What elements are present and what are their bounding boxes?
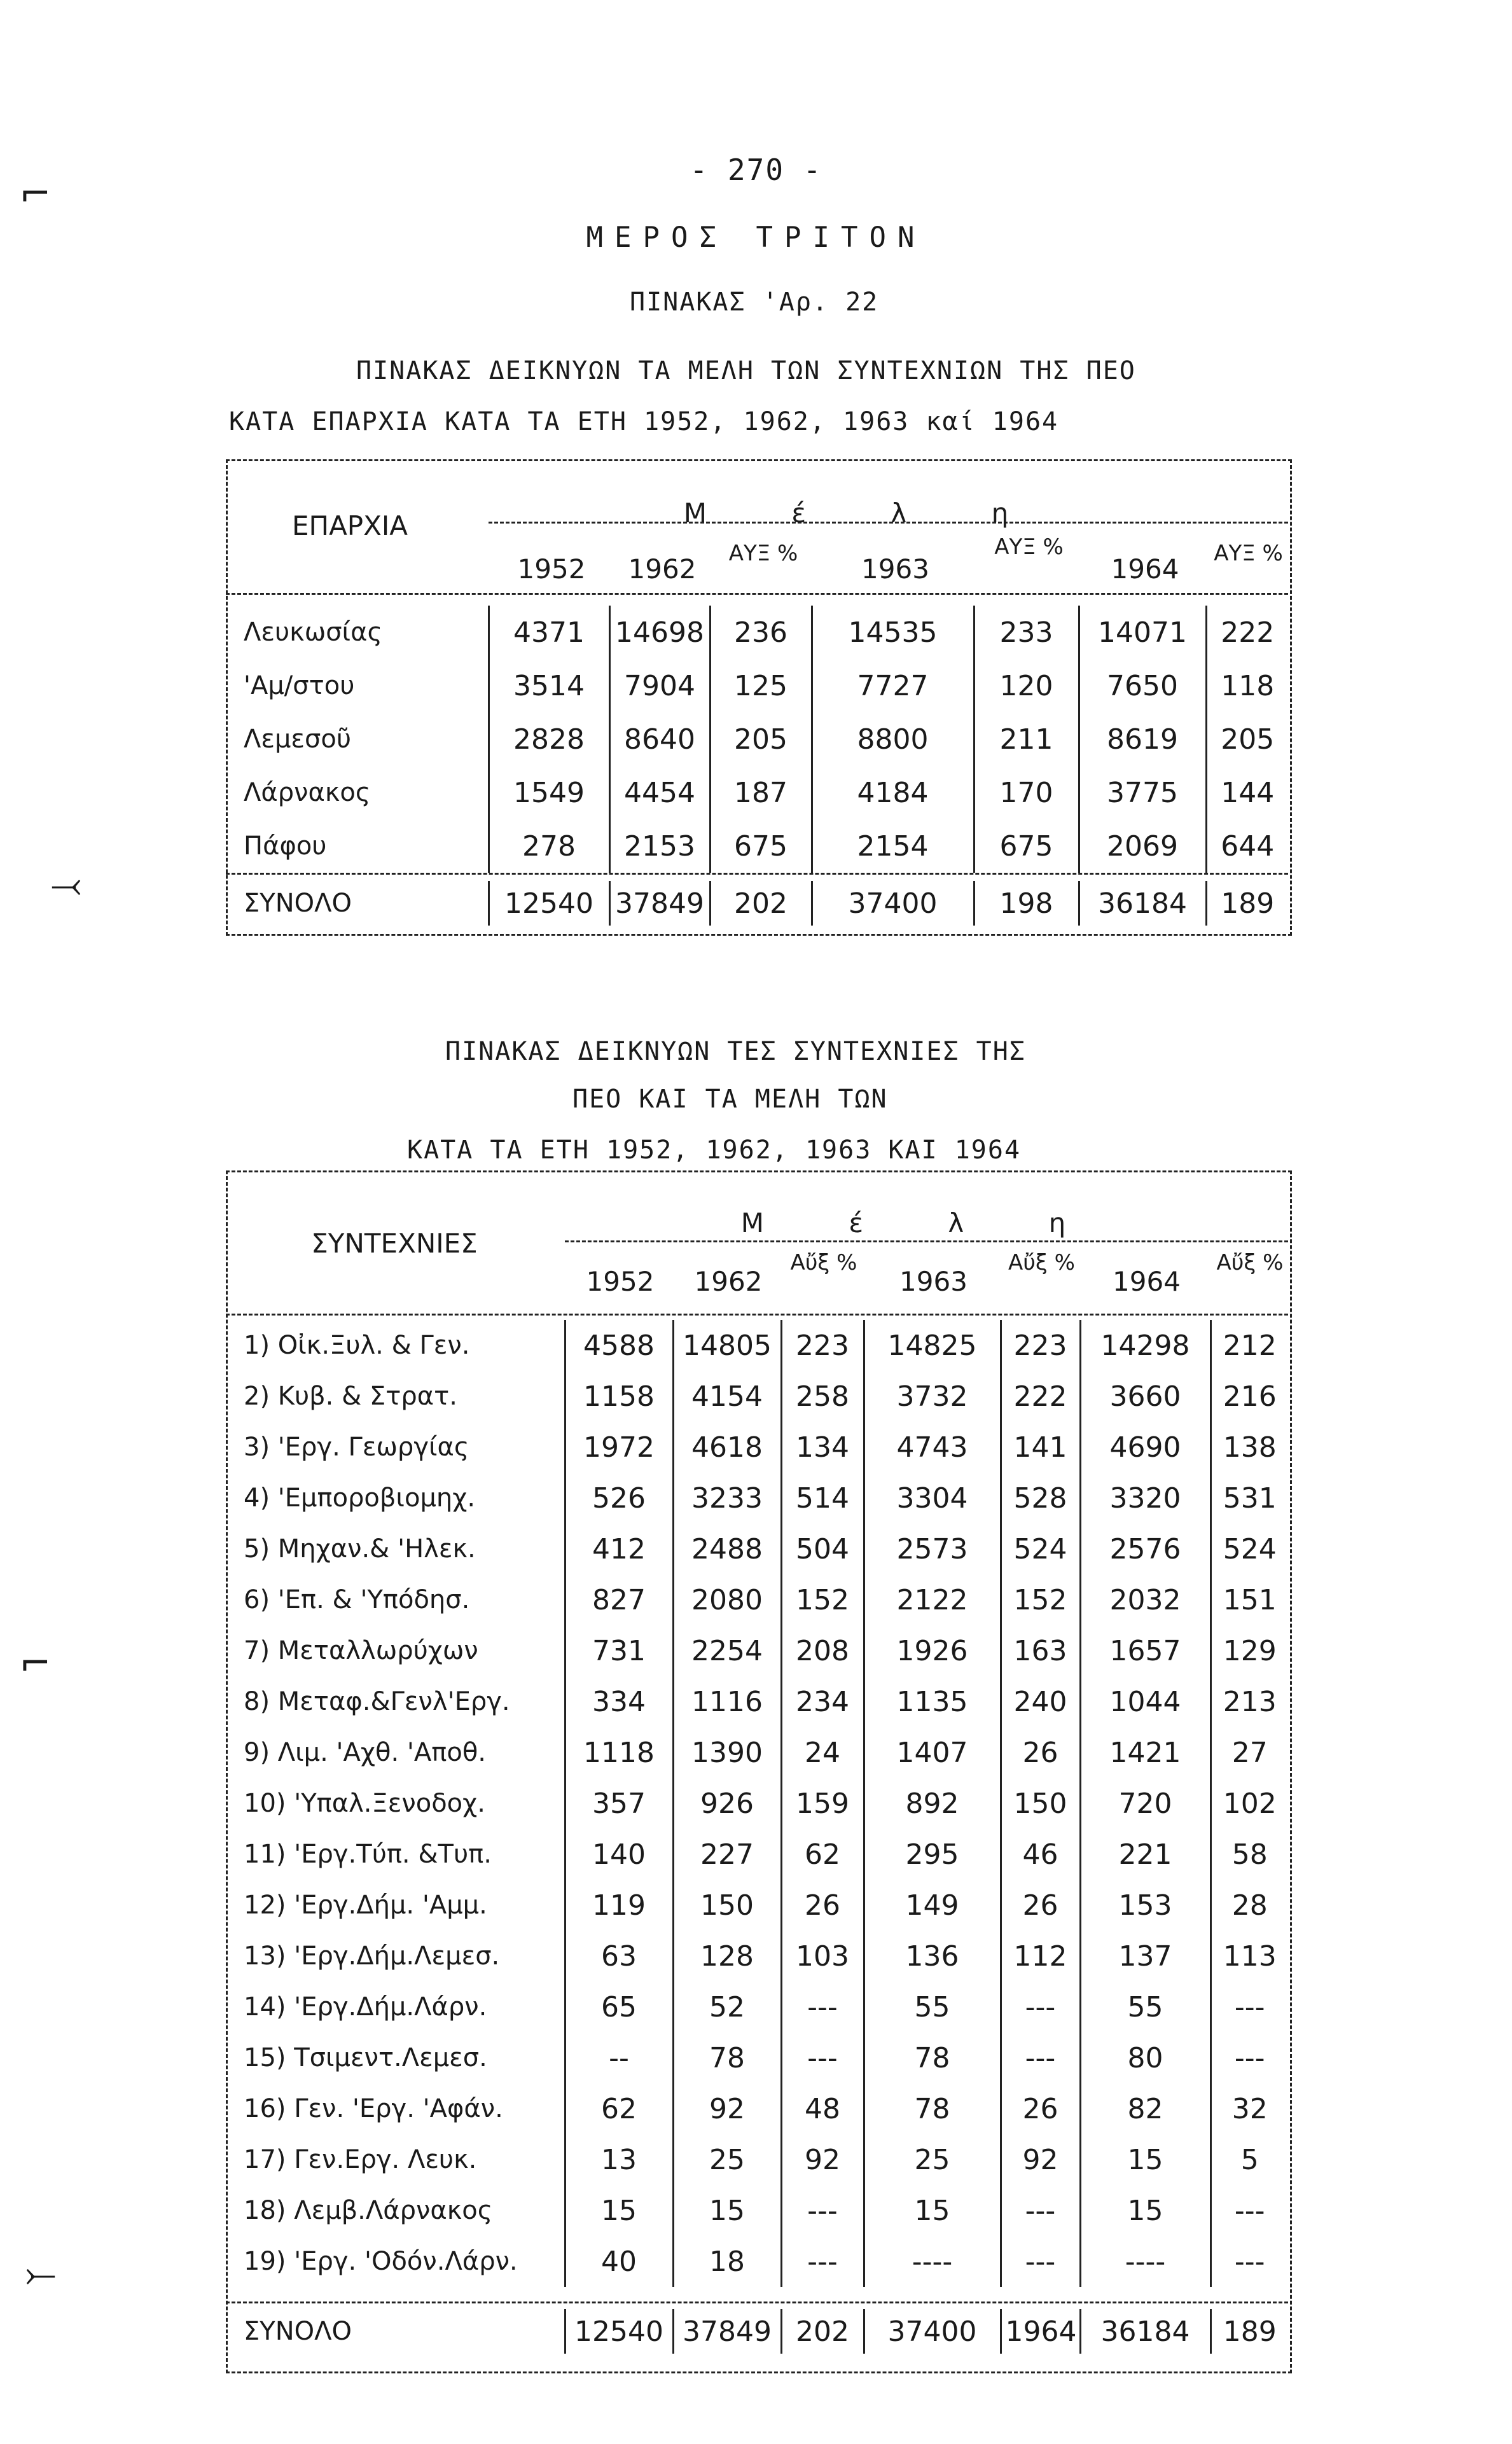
table2-cell: 1118: [565, 1727, 673, 1778]
table2-cell: 78: [864, 2032, 1001, 2083]
margin-mark-2: ⤙: [51, 862, 81, 906]
table2-cell: 15: [1080, 2134, 1210, 2185]
table1-header-members: Μ έ λ η: [683, 497, 1047, 529]
table1-cell: 2153: [609, 819, 710, 873]
t2-h-aux2: Αὔξ %: [1008, 1250, 1075, 1275]
table2-cell: 62: [565, 2083, 673, 2134]
table2-cell: 4690: [1080, 1422, 1210, 1473]
table2-row-label: 14) 'Εργ.Δήμ.Λάρν.: [226, 1982, 565, 2032]
table2-row: [226, 1574, 1288, 1625]
table2-cell: 136: [864, 1931, 1001, 1982]
table2-cell: 82: [1080, 2083, 1210, 2134]
table2-row: [226, 2236, 1288, 2287]
table2-cell: 1390: [673, 1727, 781, 1778]
table1-cell: 278: [489, 819, 609, 873]
table2-body: [226, 1320, 1288, 2287]
table2-cell: 78: [673, 2032, 781, 2083]
table2-row-label: 5) Μηχαν.& 'Ηλεκ.: [226, 1524, 565, 1574]
table2-cell: 26: [781, 1880, 864, 1931]
table2-cell: 25: [673, 2134, 781, 2185]
table1-total-row-label: ΣΥΝΟΛΟ: [226, 881, 489, 926]
table2-row-label: 1) Οἰκ.Ξυλ. & Γεν.: [226, 1320, 565, 1371]
table2-cell: 92: [1001, 2134, 1080, 2185]
table1-cell: 125: [710, 659, 812, 712]
table2-cell: 119: [565, 1880, 673, 1931]
table1-cell: 14535: [812, 606, 974, 659]
table2-cell: 731: [565, 1625, 673, 1676]
t1-h-aux2: ΑΥΞ %: [994, 534, 1064, 560]
table1-cell: 8640: [609, 712, 710, 766]
table1-total-cell: 202: [710, 881, 812, 926]
table2-cell: 258: [781, 1371, 864, 1422]
table2-row: [226, 1524, 1288, 1574]
table2-total-divider: [226, 2302, 1288, 2303]
table2-cell: ---: [1234, 2194, 1265, 2227]
table2-row: [226, 2134, 1288, 2185]
table2-header-members: Μ έ λ η: [740, 1207, 1104, 1239]
table1-cell: 211: [974, 712, 1079, 766]
table2-cell: 524: [1223, 1532, 1277, 1566]
table2-row-label: 8) Μεταφ.&Γενλ'Εργ.: [226, 1676, 565, 1727]
table2-cell: 129: [1223, 1634, 1277, 1667]
table2-cell: 4588: [565, 1320, 673, 1371]
table2-cell: 4154: [673, 1371, 781, 1422]
table1-cell: 644: [1221, 830, 1275, 863]
table2-cell: 2080: [673, 1574, 781, 1625]
table1-cell: 205: [710, 712, 812, 766]
table2-row-label: 2) Κυβ. & Στρατ.: [226, 1371, 565, 1422]
table2-total-cell: 1964: [1001, 2309, 1080, 2354]
table2-cell: 524: [1001, 1524, 1080, 1574]
table1-cell: 170: [974, 766, 1079, 819]
t1-h-1952: 1952: [517, 553, 586, 585]
table1-header-region: ΕΠΑΡΧΙΑ: [291, 510, 408, 541]
table2-cell: 128: [673, 1931, 781, 1982]
table1-cell: 7904: [609, 659, 710, 712]
table2-total-cell: 36184: [1080, 2309, 1210, 2354]
table2-cell: 223: [781, 1320, 864, 1371]
table2-cell: 227: [673, 1829, 781, 1880]
table2-cell: 52: [673, 1982, 781, 2032]
table2-cell: 137: [1080, 1931, 1210, 1982]
table1-row-label: Λεμεσοῦ: [226, 712, 489, 766]
table2-row: [226, 1880, 1288, 1931]
table2-cell: 18: [673, 2236, 781, 2287]
table2-cell: 3732: [864, 1371, 1001, 1422]
table2-cell: 1657: [1080, 1625, 1210, 1676]
table2-total: [226, 2309, 1288, 2354]
table2-cell: 4743: [864, 1422, 1001, 1473]
t1-h-aux1: ΑΥΞ %: [728, 541, 798, 566]
table1-total-row: [226, 881, 1288, 926]
page-number: - 270 -: [690, 153, 822, 187]
table1-cell: 236: [710, 606, 812, 659]
table2-cell: 140: [565, 1829, 673, 1880]
table2-cell: 26: [1001, 1727, 1080, 1778]
table2-cell: 62: [781, 1829, 864, 1880]
margin-mark-3: ⌐: [19, 1641, 52, 1686]
table1-total-cell: 37849: [609, 881, 710, 926]
table2-cell: 412: [565, 1524, 673, 1574]
table2-row: [226, 1727, 1288, 1778]
table2-cell: 526: [565, 1473, 673, 1524]
t2-h-1964: 1964: [1113, 1266, 1181, 1297]
table2-row: [226, 2032, 1288, 2083]
table2-cell: 80: [1080, 2032, 1210, 2083]
table2-cell: 24: [781, 1727, 864, 1778]
table1-cell: 14071: [1079, 606, 1206, 659]
table2-cell: 27: [1231, 1736, 1268, 1769]
table2-cell: 208: [781, 1625, 864, 1676]
table2-cell: 827: [565, 1574, 673, 1625]
table2-members-divider: [565, 1240, 1288, 1242]
table1-cell: 4454: [609, 766, 710, 819]
table2-cell: 92: [781, 2134, 864, 2185]
table1-cell: 7727: [812, 659, 974, 712]
table2-total-cell: 37400: [864, 2309, 1001, 2354]
table1-title-line2: ΚΑΤΑ ΕΠΑΡΧΙΑ ΚΑΤΑ ΤΑ ΕΤΗ 1952, 1962, 1963 καί 1964: [229, 407, 1059, 436]
table1-total-cell: 37400: [812, 881, 974, 926]
table2-row: [226, 2185, 1288, 2236]
table1-cell: 2069: [1079, 819, 1206, 873]
part-title: ΜΕΡΟΣ ΤΡΙΤΟΝ: [586, 221, 926, 254]
table2-cell: 65: [565, 1982, 673, 2032]
table1-title-line1: ΠΙΝΑΚΑΣ ΔΕΙΚΝΥΩΝ ΤΑ ΜΕΛΗ ΤΩΝ ΣΥΝΤΕΧΝΙΩΝ ΤΗΣ ΠΕΟ: [356, 356, 1136, 385]
table1-cell: 3775: [1079, 766, 1206, 819]
table2-cell: 4618: [673, 1422, 781, 1473]
table2-cell: 1421: [1080, 1727, 1210, 1778]
table2-total-cell: 12540: [565, 2309, 673, 2354]
table2-cell: 3320: [1080, 1473, 1210, 1524]
table2-cell: ---: [1234, 2041, 1265, 2074]
table2-cell: 15: [1080, 2185, 1210, 2236]
table2-cell: 13: [565, 2134, 673, 2185]
table2-cell: 40: [565, 2236, 673, 2287]
table2-cell: ---: [1001, 2032, 1080, 2083]
table1-row: [226, 766, 1288, 819]
table2-cell: 1407: [864, 1727, 1001, 1778]
table2-cell: ---: [1234, 1990, 1265, 2024]
t2-h-1962: 1962: [694, 1266, 763, 1297]
table2-total-row: [226, 2309, 1288, 2354]
table1-total-cell: 189: [1221, 887, 1275, 920]
table2-row-label: 15) Τσιμεντ.Λεμεσ.: [226, 2032, 565, 2083]
table2-cell: 46: [1001, 1829, 1080, 1880]
table2-cell: 720: [1080, 1778, 1210, 1829]
table1-total-divider: [226, 873, 1288, 875]
table1-cell: 118: [1221, 669, 1275, 702]
table2-cell: 78: [864, 2083, 1001, 2134]
table2-cell: 2576: [1080, 1524, 1210, 1574]
table2-cell: ---: [781, 2185, 864, 2236]
table1-cell: 14698: [609, 606, 710, 659]
table2-row: [226, 1473, 1288, 1524]
table1-row: [226, 712, 1288, 766]
table2-row-label: 4) 'Εμποροβιομηχ.: [226, 1473, 565, 1524]
table1-row: [226, 606, 1288, 659]
table2-cell: 141: [1001, 1422, 1080, 1473]
table2-cell: 223: [1001, 1320, 1080, 1371]
t2-h-1963: 1963: [899, 1266, 968, 1297]
table2-cell: 1158: [565, 1371, 673, 1422]
table2-cell: 2488: [673, 1524, 781, 1574]
table2-cell: 14298: [1080, 1320, 1210, 1371]
table2-cell: 149: [864, 1880, 1001, 1931]
table1-total-cell: 198: [974, 881, 1079, 926]
table2-cell: ----: [864, 2236, 1001, 2287]
table2-cell: 1135: [864, 1676, 1001, 1727]
table2-cell: 2573: [864, 1524, 1001, 1574]
table2-cell: ---: [781, 2032, 864, 2083]
table2-cell: 14825: [864, 1320, 1001, 1371]
t1-h-aux3: ΑΥΞ %: [1214, 541, 1283, 566]
table2-header-unions: ΣΥΝΤΕΧΝΙΕΣ: [311, 1228, 478, 1259]
table2-cell: 163: [1001, 1625, 1080, 1676]
table2-total-cell: 37849: [673, 2309, 781, 2354]
table2-cell: 58: [1231, 1838, 1268, 1871]
table2-cell: 2122: [864, 1574, 1001, 1625]
table2-cell: 112: [1001, 1931, 1080, 1982]
table2-cell: 504: [781, 1524, 864, 1574]
table2-cell: ---: [781, 2236, 864, 2287]
table2-cell: 3304: [864, 1473, 1001, 1524]
table2-header-divider: [226, 1314, 1288, 1316]
table1-cell: 144: [1221, 776, 1275, 809]
table1-cell: 8800: [812, 712, 974, 766]
table2-cell: 531: [1223, 1482, 1277, 1515]
table2-cell: 14805: [673, 1320, 781, 1371]
t1-h-1963: 1963: [861, 553, 929, 585]
table2-row: [226, 1371, 1288, 1422]
table2-cell: 152: [1001, 1574, 1080, 1625]
table2-cell: 514: [781, 1473, 864, 1524]
t1-h-1964: 1964: [1111, 553, 1179, 585]
t2-h-aux3: Αὔξ %: [1216, 1250, 1284, 1275]
table1-row-label: 'Αμ/στου: [226, 659, 489, 712]
table2-cell: 216: [1223, 1380, 1277, 1413]
table2-cell: 63: [565, 1931, 673, 1982]
table2-cell: 2032: [1080, 1574, 1210, 1625]
table2-cell: 3233: [673, 1473, 781, 1524]
table2-cell: --: [565, 2032, 673, 2083]
table1-cell: 2154: [812, 819, 974, 873]
table1-cell: 7650: [1079, 659, 1206, 712]
t1-h-1962: 1962: [628, 553, 697, 585]
table2-row: [226, 1676, 1288, 1727]
table1-row-label: Λάρνακος: [226, 766, 489, 819]
table2-row-label: 18) Λεμβ.Λάρνακος: [226, 2185, 565, 2236]
table2-row-label: 12) 'Εργ.Δήμ. 'Αμμ.: [226, 1880, 565, 1931]
table2-row: [226, 1982, 1288, 2032]
table2-cell: 153: [1080, 1880, 1210, 1931]
table2-row-label: 17) Γεν.Εργ. Λευκ.: [226, 2134, 565, 2185]
table2-cell: 28: [1231, 1889, 1268, 1922]
table2-cell: 892: [864, 1778, 1001, 1829]
table2-cell: 221: [1080, 1829, 1210, 1880]
table2-cell: ---: [1001, 2185, 1080, 2236]
table2-cell: 1044: [1080, 1676, 1210, 1727]
table1-row: [226, 819, 1288, 873]
table2-row-label: 19) 'Εργ. 'Οδόν.Λάρν.: [226, 2236, 565, 2287]
table2-row-label: 13) 'Εργ.Δήμ.Λεμεσ.: [226, 1931, 565, 1982]
table1-cell: 2828: [489, 712, 609, 766]
table1-cell: 4371: [489, 606, 609, 659]
table2-row-label: 11) 'Εργ.Τύπ. &Τυπ.: [226, 1829, 565, 1880]
table2-cell: 32: [1231, 2092, 1268, 2125]
table1-total: [226, 881, 1288, 926]
table2-row: [226, 1829, 1288, 1880]
table2-cell: 55: [864, 1982, 1001, 2032]
table2-total-row-label: ΣΥΝΟΛΟ: [226, 2309, 565, 2354]
table2-row-label: 9) Λιμ. 'Αχθ. 'Αποθ.: [226, 1727, 565, 1778]
table2-cell: ----: [1080, 2236, 1210, 2287]
table2-cell: 234: [781, 1676, 864, 1727]
table2-cell: 152: [781, 1574, 864, 1625]
table2-cell: ---: [1234, 2245, 1265, 2278]
table2-cell: 240: [1001, 1676, 1080, 1727]
table2-row: [226, 1931, 1288, 1982]
table2-row: [226, 1778, 1288, 1829]
table1-row-label: Λευκωσίας: [226, 606, 489, 659]
table2-cell: 528: [1001, 1473, 1080, 1524]
table2-cell: 5: [1240, 2143, 1259, 2176]
table2-cell: 103: [781, 1931, 864, 1982]
table1-cell: 4184: [812, 766, 974, 819]
table2-cell: 926: [673, 1778, 781, 1829]
table2-row: [226, 1625, 1288, 1676]
table2-cell: ---: [1001, 1982, 1080, 2032]
table2-cell: 26: [1001, 1880, 1080, 1931]
table2-row: [226, 1320, 1288, 1371]
table1-total-cell: 36184: [1079, 881, 1206, 926]
table1-row-label: Πάφου: [226, 819, 489, 873]
table2-cell: 1116: [673, 1676, 781, 1727]
table2-cell: 113: [1223, 1940, 1277, 1973]
table2-title-line2: ΠΕΟ ΚΑΙ ΤΑ ΜΕΛΗ ΤΩΝ: [572, 1085, 888, 1114]
table1-cell: 3514: [489, 659, 609, 712]
table2-cell: 1926: [864, 1625, 1001, 1676]
table2-cell: ---: [1001, 2236, 1080, 2287]
table-number: ΠΙΝΑΚΑΣ 'Αρ. 22: [630, 288, 879, 317]
table2-cell: 212: [1223, 1329, 1277, 1362]
table2-row: [226, 1422, 1288, 1473]
table2-cell: 159: [781, 1778, 864, 1829]
table2-cell: 357: [565, 1778, 673, 1829]
table2-cell: 15: [864, 2185, 1001, 2236]
table2-row-label: 7) Μεταλλωρύχων: [226, 1625, 565, 1676]
table1-cell: 8619: [1079, 712, 1206, 766]
table1-cell: 187: [710, 766, 812, 819]
table2-cell: 138: [1223, 1431, 1277, 1464]
table2-row: [226, 2083, 1288, 2134]
table2-cell: 92: [673, 2083, 781, 2134]
table2-row-label: 6) 'Επ. & 'Υπόδησ.: [226, 1574, 565, 1625]
table1-cell: 1549: [489, 766, 609, 819]
margin-mark-4: ⤚: [25, 2252, 56, 2296]
table1-total-cell: 12540: [489, 881, 609, 926]
table2-title-line3: ΚΑΤΑ ΤΑ ΕΤΗ 1952, 1962, 1963 ΚΑΙ 1964: [407, 1135, 1022, 1165]
table2-cell: ---: [781, 1982, 864, 2032]
table2-row-label: 10) 'Υπαλ.Ξενοδοχ.: [226, 1778, 565, 1829]
table1-cell: 675: [974, 819, 1079, 873]
table2-cell: 102: [1223, 1787, 1277, 1820]
table2-cell: 55: [1080, 1982, 1210, 2032]
table2-cell: 134: [781, 1422, 864, 1473]
table1-cell: 205: [1221, 723, 1275, 756]
table1-cell: 675: [710, 819, 812, 873]
t2-h-aux1: Αὔξ %: [790, 1250, 857, 1275]
table2-cell: 295: [864, 1829, 1001, 1880]
table2-cell: 15: [673, 2185, 781, 2236]
table2-cell: 150: [1001, 1778, 1080, 1829]
table2-cell: 2254: [673, 1625, 781, 1676]
table2-total-cell: 202: [781, 2309, 864, 2354]
table1-row: [226, 659, 1288, 712]
table2-row-label: 3) 'Εργ. Γεωργίας: [226, 1422, 565, 1473]
table2-cell: 213: [1223, 1685, 1277, 1718]
t2-h-1952: 1952: [586, 1266, 655, 1297]
table2-cell: 150: [673, 1880, 781, 1931]
table2-cell: 26: [1001, 2083, 1080, 2134]
table1-cell: 120: [974, 659, 1079, 712]
margin-mark-1: ⌐: [19, 172, 52, 216]
table1-cell: 233: [974, 606, 1079, 659]
table2-cell: 48: [781, 2083, 864, 2134]
table2-cell: 1972: [565, 1422, 673, 1473]
table1-cell: 222: [1221, 616, 1275, 649]
table2-title-line1: ΠΙΝΑΚΑΣ ΔΕΙΚΝΥΩΝ ΤΕΣ ΣΥΝΤΕΧΝΙΕΣ ΤΗΣ: [445, 1037, 1026, 1066]
table2-row-label: 16) Γεν. 'Εργ. 'Αφάν.: [226, 2083, 565, 2134]
table2-total-cell: 189: [1223, 2315, 1277, 2348]
table2-cell: 222: [1001, 1371, 1080, 1422]
table2-cell: 151: [1223, 1583, 1277, 1616]
table1-body: [226, 606, 1288, 873]
table2-cell: 15: [565, 2185, 673, 2236]
table1-header-divider: [226, 593, 1288, 595]
table2-cell: 25: [864, 2134, 1001, 2185]
table2-cell: 334: [565, 1676, 673, 1727]
table2-cell: 3660: [1080, 1371, 1210, 1422]
